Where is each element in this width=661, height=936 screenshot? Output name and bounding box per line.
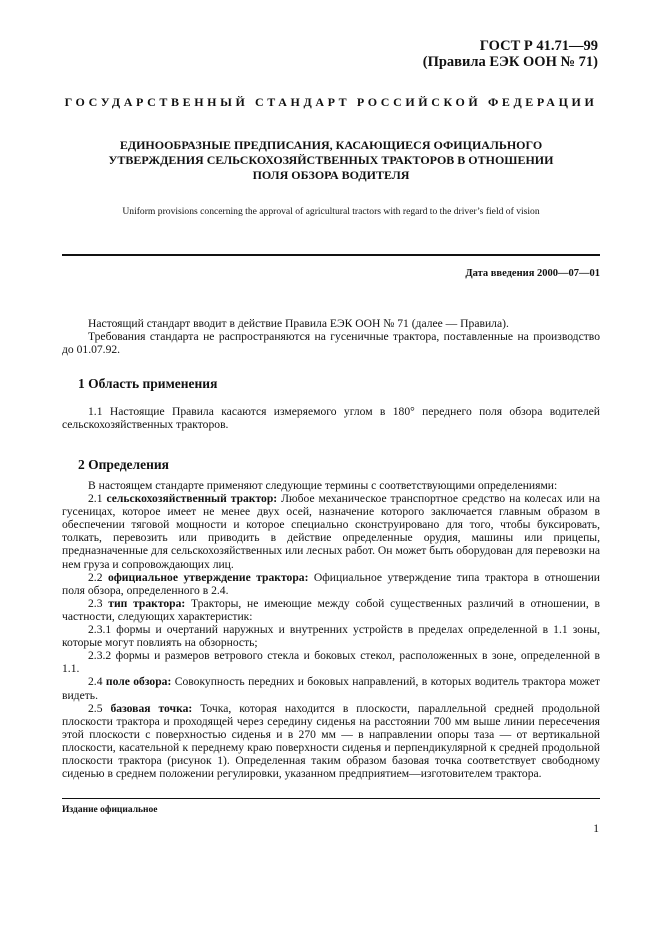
- page-number: 1: [593, 823, 599, 835]
- term: сельскохозяйственный трактор:: [106, 492, 278, 506]
- definition-2-2: 2.2 официальное утверждение трактора: Официальное утверждение типа трактора в отношении поля обзора, определенного в 2.4.: [62, 570, 601, 597]
- definition-2-4: 2.4 поле обзора: Совокупность передних и боковых направлений, в которых водитель трактора может видеть.: [62, 675, 600, 702]
- state-standard-banner: ГОСУДАРСТВЕННЫЙ СТАНДАРТ РОССИЙСКОЙ ФЕДЕРАЦИИ: [64, 95, 598, 109]
- standard-designation: [423, 38, 598, 70]
- intro-paragraph: Настоящий стандарт вводит в действие Правила ЕЭК ООН № 71 (далее — Правила).: [88, 317, 509, 330]
- intro-paragraph: Требования стандарта не распространяются на гусеничные трактора, поставленные на производство до 01.07.92.: [62, 330, 600, 357]
- term: тип трактора:: [108, 596, 186, 610]
- section-1-heading: 1 Область применения: [78, 376, 218, 391]
- term: официальное утверждение трактора:: [107, 570, 309, 584]
- intro-section: [62, 317, 600, 356]
- official-edition-label: Издание официальное: [62, 805, 158, 815]
- document-title: [62, 138, 600, 183]
- definition-2-5: 2.5 базовая точка: Точка, которая находится в плоскости, параллельной средней продольной плоскости трактора и проходящей через середину сиденья на расстоянии 700 мм выше линии пересечения этой плоскости с поверхностью сиденья и в 270 мм — в направлении опоры таза — от вертикальной плоскости, касательной к переднему краю поверхности сиденья и перпендикулярной к средней продольной плоскости трактора (рисунок 1). Определенная таким образом базовая точка соответствует свободному сиденью в среднем положении регулировки, указанном предприятием—изготовителем трактора.: [62, 701, 600, 781]
- section-1-body: [62, 405, 600, 431]
- english-title: Uniform provisions concerning the approval of agricultural tractors with regard to the driver’s field of vision: [122, 206, 540, 217]
- title-line: УТВЕРЖДЕНИЯ СЕЛЬСКОХОЗЯЙСТВЕННЫХ ТРАКТОРОВ В ОТНОШЕНИИ: [108, 153, 554, 167]
- term: базовая точка:: [110, 701, 193, 715]
- introduction-date: Дата введения 2000—07—01: [465, 268, 600, 279]
- definition-2-3: 2.3 тип трактора: Тракторы, не имеющие между собой существенных различий в отношении, в частности, следующих характеристик:: [62, 596, 600, 623]
- title-line: ПОЛЯ ОБЗОРА ВОДИТЕЛЯ: [252, 168, 410, 182]
- definition-2-3-2: 2.3.2 формы и размеров ветрового стекла и боковых стекол, расположенных в зоне, определенной в 1.1.: [62, 649, 600, 676]
- footer-divider: [62, 798, 600, 799]
- term: поле обзора:: [105, 675, 172, 689]
- definition-2-3-1: 2.3.1 формы и очертаний наружных и внутренних устройств в пределах определенной в 1.1 зоны, которые могут повлиять на обзорность;: [62, 623, 600, 650]
- section-2-intro: В настоящем стандарте применяют следующие термины с соответствующими определениями:: [88, 479, 558, 492]
- standard-code: ГОСТ Р 41.71—99: [479, 38, 598, 54]
- section-2-body: [62, 479, 600, 780]
- title-line: ЕДИНООБРАЗНЫЕ ПРЕДПИСАНИЯ, КАСАЮЩИЕСЯ ОФИЦИАЛЬНОГО: [119, 138, 543, 152]
- section-1-paragraph: 1.1 Настоящие Правила касаются измеряемого углом в 180° переднего поля обзора водителей сельскохозяйственных тракторов.: [62, 405, 600, 432]
- un-rules-reference: (Правила ЕЭК ООН № 71): [422, 54, 598, 70]
- section-2-heading: 2 Определения: [78, 457, 169, 472]
- definition-2-1: 2.1 сельскохозяйственный трактор: Любое механическое транспортное средство на колесах или на гусеницах, которое имеет не менее двух осей, назначение которого заключается главным образом в обеспечении тяговой мощности и которое специально сконструировано для того, чтобы буксировать, толкать, перевозить или приводить в действие определенные орудия, машины или прицепы, предназначенные для сельскохозяйственных или лесных работ. Он может быть оборудован для перевозки на нем груза и сопровождающих лиц.: [62, 492, 600, 571]
- header-divider: [62, 254, 600, 256]
